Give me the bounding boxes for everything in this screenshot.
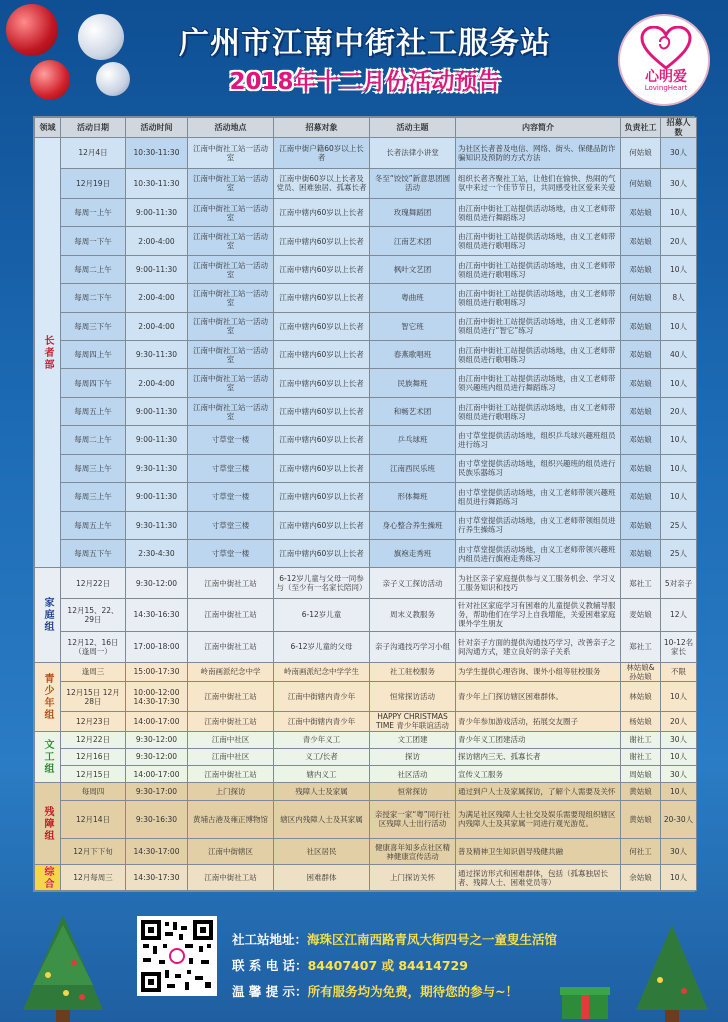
- table-cell: 14:30-17:00: [126, 839, 188, 865]
- gift-box-icon: [560, 983, 610, 1019]
- table-cell: 宣传义工服务: [456, 766, 621, 783]
- table-cell: 9:30-11:30: [126, 454, 188, 482]
- table-cell: 周末义教服务: [370, 598, 456, 631]
- table-cell: 由寸草堂提供活动场地，由义工老师带领兴趣班组员进行舞蹈练习: [456, 483, 621, 511]
- activity-table: [33, 116, 695, 892]
- table-cell: 江南中街辖内青少年: [274, 712, 370, 731]
- table-cell: 邓姑娘: [621, 397, 661, 425]
- table-cell: 每周一下午: [61, 227, 126, 255]
- table-cell: 20人: [661, 227, 697, 255]
- table-cell: 形体舞班: [370, 483, 456, 511]
- table-cell: 江南中街社工站: [188, 865, 274, 891]
- table-header-row: [35, 118, 697, 138]
- table-cell: 每周一上午: [61, 199, 126, 227]
- table-cell: 9:00-11:30: [126, 397, 188, 425]
- table-cell: 由江南中街社工站提供活动场地，由义工老师带领组员进行歌唱练习: [456, 255, 621, 283]
- table-cell: 2:00-4:00: [126, 312, 188, 340]
- table-cell: 邓姑娘: [621, 539, 661, 567]
- table-cell: 江南中街社工站一活动室: [188, 284, 274, 312]
- table-row: [35, 681, 697, 711]
- table-cell: 10人: [661, 681, 697, 711]
- table-cell: 9:30-16:30: [126, 800, 188, 839]
- table-cell: 10人: [661, 369, 697, 397]
- table-cell: 青少年上门探访辖区困难群体。: [456, 681, 621, 711]
- table-cell: 针对亲子方面的提供沟通技巧学习，改善亲子之间沟通方式，建立良好的亲子关系: [456, 632, 621, 662]
- table-cell: 通过探访形式和困难群体，包括（孤寡独居长者、残障人士、困难党员等）: [456, 865, 621, 891]
- table-cell: 由江南中街社工站提供活动场地，由义工老师带领兴趣班内组员进行舞蹈练习: [456, 369, 621, 397]
- table-cell: 粤曲班: [370, 284, 456, 312]
- table-cell: 9:30-12:00: [126, 748, 188, 765]
- table-row: [35, 369, 697, 397]
- table-cell: 10人: [661, 483, 697, 511]
- table-cell: 17:00-18:00: [126, 632, 188, 662]
- table-cell: 谢社工: [621, 731, 661, 748]
- table-cell: 江南中街社工站一活动室: [188, 341, 274, 369]
- table-cell: 为满足社区残障人士社交及娱乐需要现组织辖区内残障人士及其家属一同进行观光游览。: [456, 800, 621, 839]
- table-cell: 郑社工: [621, 568, 661, 598]
- table-cell: 由江南中街社工站提供活动场地，由义工老师带领组员进行舞蹈练习: [456, 199, 621, 227]
- table-cell: 寸草堂三楼: [188, 454, 274, 482]
- table-cell: 江南中辖内60岁以上长者: [274, 483, 370, 511]
- table-cell: 江南中街户籍60岁以上长者: [274, 138, 370, 168]
- table-cell: HAPPY CHRISTMAS TIME 青少年联谊活动: [370, 712, 456, 731]
- table-cell: 谢社工: [621, 748, 661, 765]
- table-cell: 探访辖内三无、孤寡长者: [456, 748, 621, 765]
- table-cell: 江南中街社工站一活动室: [188, 255, 274, 283]
- table-cell: 江南中辖内60岁以上长者: [274, 284, 370, 312]
- table-cell: 余姑娘: [621, 865, 661, 891]
- table-cell: 青少年义工: [274, 731, 370, 748]
- table-cell: 江南中街60岁以上长者及党员、困难独居、孤寡长者: [274, 168, 370, 198]
- table-cell: 每周三上午: [61, 454, 126, 482]
- table-cell: 岭南画派纪念中学学生: [274, 662, 370, 681]
- table-cell: 江南中辖内60岁以上长者: [274, 511, 370, 539]
- table-cell: 江南中辖内60岁以上长者: [274, 369, 370, 397]
- footer-address: [232, 930, 557, 948]
- qr-code: [137, 916, 217, 996]
- table-cell: 由江南中街社工站提供活动场地，由义工老师带领组员进行“智它”练习: [456, 312, 621, 340]
- table-cell: 春燕歌唱班: [370, 341, 456, 369]
- table-cell: 江南中街社工站一活动室: [188, 138, 274, 168]
- table-cell: 社工驻校服务: [370, 662, 456, 681]
- logo-english-name: LovingHeart: [644, 84, 688, 92]
- table-row: [35, 632, 697, 662]
- table-cell: 江南中街社工站: [188, 681, 274, 711]
- table-cell: 由寸草堂提供活动场地，组织乒乓球兴趣班组员进行练习: [456, 426, 621, 454]
- table-cell: 20-30人: [661, 800, 697, 839]
- column-header: 活动地点: [188, 118, 274, 138]
- table-cell: 黄姑娘: [621, 783, 661, 800]
- table-cell: 玫瑰舞蹈团: [370, 199, 456, 227]
- table-cell: 上门探访关怀: [370, 865, 456, 891]
- table-cell: 由江南中街社工站提供活动场地，由义工老师带领组员进行歌唱练习: [456, 397, 621, 425]
- table-cell: 邓姑娘: [621, 227, 661, 255]
- table-row: [35, 748, 697, 765]
- table-cell: 12月14日: [61, 800, 126, 839]
- table-cell: 10:30-11:30: [126, 138, 188, 168]
- column-header: 招募对象: [274, 118, 370, 138]
- table-row: [35, 539, 697, 567]
- table-cell: 9:30-12:00: [126, 568, 188, 598]
- table-cell: 邓姑娘: [621, 483, 661, 511]
- table-cell: 江南中街社工站: [188, 766, 274, 783]
- table-cell: 江南中街社工站: [188, 712, 274, 731]
- table-cell: 邓姑娘: [621, 426, 661, 454]
- table-cell: 30人: [661, 138, 697, 168]
- table-cell: 上门探访: [188, 783, 274, 800]
- table-cell: 6-12岁儿童的父母: [274, 632, 370, 662]
- table-cell: 岭南画派纪念中学: [188, 662, 274, 681]
- table-cell: 长者法律小讲堂: [370, 138, 456, 168]
- table-row: [35, 397, 697, 425]
- column-header: 负责社工: [621, 118, 661, 138]
- domain-cell: 长者部: [35, 138, 61, 568]
- table-cell: 由江南中街社工站提供活动场地，由义工老师带领组员进行歌唱练习: [456, 284, 621, 312]
- table-cell: 青少年参加游戏活动，拓展交友圈子: [456, 712, 621, 731]
- table-cell: 乒乓球班: [370, 426, 456, 454]
- table-cell: 组织长者齐聚社工站，让他们在愉快、热闹的气氛中来过一个佳节节日，共同感受社区爱来关爱: [456, 168, 621, 198]
- table-cell: 恒常探访: [370, 783, 456, 800]
- table-cell: 9:00-11:30: [126, 199, 188, 227]
- table-cell: 14:30-16:30: [126, 598, 188, 631]
- table-cell: 为学生提供心理咨询、课外小组等驻校服务: [456, 662, 621, 681]
- footer-phone: [232, 956, 468, 974]
- table-cell: 逢周三: [61, 662, 126, 681]
- table-cell: 杨姑娘: [621, 712, 661, 731]
- table-row: [35, 138, 697, 168]
- table-cell: 江南中辖内60岁以上长者: [274, 199, 370, 227]
- table-cell: 寸草堂三楼: [188, 511, 274, 539]
- table-cell: 江南中辖内60岁以上长者: [274, 539, 370, 567]
- column-header: 内容简介: [456, 118, 621, 138]
- table-cell: 江南中辖内60岁以上长者: [274, 426, 370, 454]
- table-cell: 12月4日: [61, 138, 126, 168]
- table-cell: 江南中辖内60岁以上长者: [274, 312, 370, 340]
- table-cell: 何姑娘: [621, 284, 661, 312]
- column-header: 活动时间: [126, 118, 188, 138]
- table-cell: 20人: [661, 712, 697, 731]
- table-cell: 林姑娘&孙姑娘: [621, 662, 661, 681]
- table-cell: 5对亲子: [661, 568, 697, 598]
- table-cell: 20人: [661, 397, 697, 425]
- table-cell: 江南艺术团: [370, 227, 456, 255]
- table-cell: 江南中街社工站: [188, 598, 274, 631]
- table-cell: 25人: [661, 511, 697, 539]
- table-cell: 每周二下午: [61, 284, 126, 312]
- table-cell: 12月15日: [61, 766, 126, 783]
- table-cell: 困难群体: [274, 865, 370, 891]
- phone-value: 84407407 或 84414729: [307, 958, 468, 973]
- table-cell: 旗袍走秀班: [370, 539, 456, 567]
- table-cell: 30人: [661, 168, 697, 198]
- table-cell: 社区居民: [274, 839, 370, 865]
- table-row: [35, 598, 697, 631]
- header: [0, 0, 728, 110]
- table-cell: 社区活动: [370, 766, 456, 783]
- table-cell: 2:00-4:00: [126, 284, 188, 312]
- christmas-tree-icon: [18, 915, 108, 1022]
- table-cell: 12人: [661, 598, 697, 631]
- table-row: [35, 766, 697, 783]
- table-cell: 邓姑娘: [621, 341, 661, 369]
- table-cell: 枫叶文艺团: [370, 255, 456, 283]
- table-cell: 江南中街社工站一活动室: [188, 227, 274, 255]
- table-cell: 郑社工: [621, 632, 661, 662]
- table-row: [35, 168, 697, 198]
- table-cell: 10:00-12:00 14:30-17:30: [126, 681, 188, 711]
- domain-cell: 家庭组: [35, 568, 61, 662]
- table-cell: 江南中辖内60岁以上长者: [274, 397, 370, 425]
- table-cell: 每周五上午: [61, 397, 126, 425]
- table-cell: 由江南中街社工站提供活动场地，由义工老师带领组员进行歌唱练习: [456, 341, 621, 369]
- table-cell: 为社区亲子家庭提供参与义工服务机会、学习义工服务知识和技巧: [456, 568, 621, 598]
- table-cell: 每周三上午: [61, 483, 126, 511]
- table-row: [35, 227, 697, 255]
- table-cell: 10人: [661, 199, 697, 227]
- table-cell: 12月19日: [61, 168, 126, 198]
- table-cell: 寸草堂一楼: [188, 539, 274, 567]
- table-cell: 9:30-12:00: [126, 731, 188, 748]
- table-row: [35, 483, 697, 511]
- table-cell: 每周二上午: [61, 255, 126, 283]
- column-header: 领域: [35, 118, 61, 138]
- table-cell: 12月12、16日（逢周一）: [61, 632, 126, 662]
- table-cell: 文工团建: [370, 731, 456, 748]
- table-cell: 9:30-11:30: [126, 511, 188, 539]
- table-cell: 寸草堂一楼: [188, 483, 274, 511]
- table-cell: 江南中街社工站: [188, 568, 274, 598]
- table-cell: 10人: [661, 312, 697, 340]
- table-cell: 不限: [661, 662, 697, 681]
- table-cell: 9:00-11:30: [126, 483, 188, 511]
- table-cell: 9:00-11:30: [126, 426, 188, 454]
- table-cell: 冬至“饺饺”新意思团圆活动: [370, 168, 456, 198]
- table-cell: 麦姑娘: [621, 598, 661, 631]
- table-cell: 邓姑娘: [621, 511, 661, 539]
- table-cell: 义工/长者: [274, 748, 370, 765]
- table-cell: 15:00-17:30: [126, 662, 188, 681]
- table-cell: 25人: [661, 539, 697, 567]
- table-cell: 辖区内残障人士及其家属: [274, 800, 370, 839]
- table-cell: 寸草堂一楼: [188, 426, 274, 454]
- table-cell: 6-12岁儿童与父母一同参与（至少有一名家长陪同）: [274, 568, 370, 598]
- domain-cell: 综合: [35, 865, 61, 891]
- table-cell: 9:30-11:30: [126, 341, 188, 369]
- table-cell: 健康喜年知多点社区精神健康宣传活动: [370, 839, 456, 865]
- heart-icon: [640, 26, 692, 70]
- table-cell: 江南中辖内60岁以上长者: [274, 454, 370, 482]
- table-cell: 每周四下午: [61, 369, 126, 397]
- table-row: [35, 511, 697, 539]
- table-row: [35, 199, 697, 227]
- table-cell: 亲授家一家“粤”同行社区残障人士出行活动: [370, 800, 456, 839]
- table-cell: 12月下下旬: [61, 839, 126, 865]
- page-subtitle: 2018年十二月份活动预告: [229, 69, 501, 95]
- table-cell: 青少年义工团建活动: [456, 731, 621, 748]
- table-row: [35, 568, 697, 598]
- table-cell: 江南中社区: [188, 731, 274, 748]
- table-row: [35, 255, 697, 283]
- domain-cell: 文工组: [35, 731, 61, 783]
- table-cell: 由江南中街社工站提供活动场地，由义工老师带领组员进行歌唱练习: [456, 227, 621, 255]
- table-cell: 探访: [370, 748, 456, 765]
- table-cell: 何姑娘: [621, 168, 661, 198]
- loving-heart-logo: [618, 14, 710, 106]
- page-title: 广州市江南中街社工服务站: [179, 26, 551, 61]
- table-cell: 江南中街社工站: [188, 632, 274, 662]
- table-row: [35, 426, 697, 454]
- address-label: 社工站地址：: [232, 932, 308, 947]
- table-cell: 身心整合养生操班: [370, 511, 456, 539]
- table-cell: 由寸草堂提供活动场地，由义工老师带领兴趣班内组员进行旗袍走秀练习: [456, 539, 621, 567]
- table-cell: 黄埔古港及雍正博物馆: [188, 800, 274, 839]
- table-cell: 黄姑娘: [621, 800, 661, 839]
- table-cell: 江南中街社工站一活动室: [188, 199, 274, 227]
- table-cell: 邓姑娘: [621, 454, 661, 482]
- table-cell: 12月15日 12月28日: [61, 681, 126, 711]
- table-cell: 10人: [661, 426, 697, 454]
- address-value: 海珠区江南西路青凤大街四号之一童叟生活馆: [307, 932, 558, 947]
- christmas-ball-icon: [6, 4, 58, 56]
- table-cell: 12月每周三: [61, 865, 126, 891]
- table-cell: 何社工: [621, 839, 661, 865]
- domain-cell: 残障组: [35, 783, 61, 865]
- table-cell: 邓姑娘: [621, 369, 661, 397]
- logo-name: 心明爱: [645, 69, 687, 85]
- table-cell: 9:30-17:00: [126, 783, 188, 800]
- table-cell: 普及精神卫生知识倡导残健共融: [456, 839, 621, 865]
- table-cell: 通过到户人士及家属探访，了解个人需要及关怀: [456, 783, 621, 800]
- table-row: [35, 865, 697, 891]
- table-cell: 周姑娘: [621, 766, 661, 783]
- christmas-ball-icon: [78, 14, 124, 60]
- table-row: [35, 662, 697, 681]
- table-cell: 12月16日: [61, 748, 126, 765]
- column-header: 活动主题: [370, 118, 456, 138]
- table-cell: 14:00-17:00: [126, 766, 188, 783]
- domain-cell: 青少年组: [35, 662, 61, 731]
- table-cell: 江南中街辖内青少年: [274, 681, 370, 711]
- table-cell: 残障人士及家属: [274, 783, 370, 800]
- table-row: [35, 800, 697, 839]
- table-cell: 30人: [661, 839, 697, 865]
- table-cell: 每周四: [61, 783, 126, 800]
- table-cell: 6-12岁儿童: [274, 598, 370, 631]
- table-cell: 10人: [661, 255, 697, 283]
- table-cell: 40人: [661, 341, 697, 369]
- table-cell: 2:00-4:00: [126, 369, 188, 397]
- table-cell: 亲子义工探访活动: [370, 568, 456, 598]
- table-cell: 邓姑娘: [621, 255, 661, 283]
- table-cell: 江南中街社工站一活动室: [188, 168, 274, 198]
- table-cell: 30人: [661, 766, 697, 783]
- table-cell: 针对社区家庭学习有困难的儿童提供义教辅导服务，帮助他们在学习上自我增能，关爱困难家庭课外学生朋友: [456, 598, 621, 631]
- table-row: [35, 284, 697, 312]
- tip-value: 所有服务均为免费，期待您的参与~！: [307, 984, 519, 999]
- table-cell: 江南中辖内60岁以上长者: [274, 255, 370, 283]
- table-cell: 每周四上午: [61, 341, 126, 369]
- christmas-tree-icon: [632, 925, 712, 1022]
- table-cell: 14:00-17:00: [126, 712, 188, 731]
- table-cell: 10人: [661, 454, 697, 482]
- tip-label: 温 馨 提 示：: [232, 984, 308, 999]
- table-cell: 江南中社区: [188, 748, 274, 765]
- table-cell: 12月15、22、29日: [61, 598, 126, 631]
- table-cell: 民族舞班: [370, 369, 456, 397]
- phone-label: 联 系 电 话：: [232, 958, 308, 973]
- table-cell: 10-12名家长: [661, 632, 697, 662]
- table-cell: 林姑娘: [621, 681, 661, 711]
- table-row: [35, 312, 697, 340]
- table-cell: 江南中街社工站一活动室: [188, 312, 274, 340]
- christmas-ball-icon: [30, 60, 70, 100]
- table-cell: 邓姑娘: [621, 312, 661, 340]
- column-header: 招募人数: [661, 118, 697, 138]
- table-cell: 每周二上午: [61, 426, 126, 454]
- table-cell: 由寸草堂提供活动场地，组织兴趣班的组员进行民族乐器练习: [456, 454, 621, 482]
- footer-tip: [232, 982, 518, 1000]
- table-cell: 由寸草堂提供活动场地，由义工老师带领组员进行养生操练习: [456, 511, 621, 539]
- table-cell: 10人: [661, 865, 697, 891]
- table-cell: 8人: [661, 284, 697, 312]
- table-cell: 辖内义工: [274, 766, 370, 783]
- table-cell: 江南西民乐班: [370, 454, 456, 482]
- table-cell: 14:30-17:30: [126, 865, 188, 891]
- table-cell: 2:30-4:30: [126, 539, 188, 567]
- table-cell: 江南中辖内60岁以上长者: [274, 227, 370, 255]
- table-cell: 12月23日: [61, 712, 126, 731]
- table-row: [35, 712, 697, 731]
- table-cell: 2:00-4:00: [126, 227, 188, 255]
- table-cell: 江南中辖内60岁以上长者: [274, 341, 370, 369]
- table-cell: 何姑娘: [621, 138, 661, 168]
- table-cell: 江南中街社工站一活动室: [188, 369, 274, 397]
- table-cell: 12月22日: [61, 568, 126, 598]
- table-row: [35, 839, 697, 865]
- table-row: [35, 783, 697, 800]
- table-cell: 亲子沟通技巧学习小组: [370, 632, 456, 662]
- column-header: 活动日期: [61, 118, 126, 138]
- schedule-table: [34, 117, 697, 891]
- table-cell: 江南中街辖区: [188, 839, 274, 865]
- table-row: [35, 731, 697, 748]
- table-cell: 每周三下午: [61, 312, 126, 340]
- table-cell: 江南中街社工站一活动室: [188, 397, 274, 425]
- table-cell: 邓姑娘: [621, 199, 661, 227]
- christmas-ball-icon: [96, 62, 130, 96]
- table-cell: 10人: [661, 748, 697, 765]
- table-row: [35, 454, 697, 482]
- qr-code-icon: [139, 918, 215, 994]
- table-cell: 和畅艺术团: [370, 397, 456, 425]
- table-cell: 9:00-11:30: [126, 255, 188, 283]
- table-cell: 恒常探访活动: [370, 681, 456, 711]
- table-cell: 智它班: [370, 312, 456, 340]
- table-cell: 10人: [661, 783, 697, 800]
- table-cell: 10:30-11:30: [126, 168, 188, 198]
- table-cell: 为社区长者普及电信、网络、街头、保健品防诈骗知识及预防的方式方法: [456, 138, 621, 168]
- table-cell: 30人: [661, 731, 697, 748]
- table-cell: 每周五上午: [61, 511, 126, 539]
- table-cell: 每周五下午: [61, 539, 126, 567]
- table-cell: 12月22日: [61, 731, 126, 748]
- table-row: [35, 341, 697, 369]
